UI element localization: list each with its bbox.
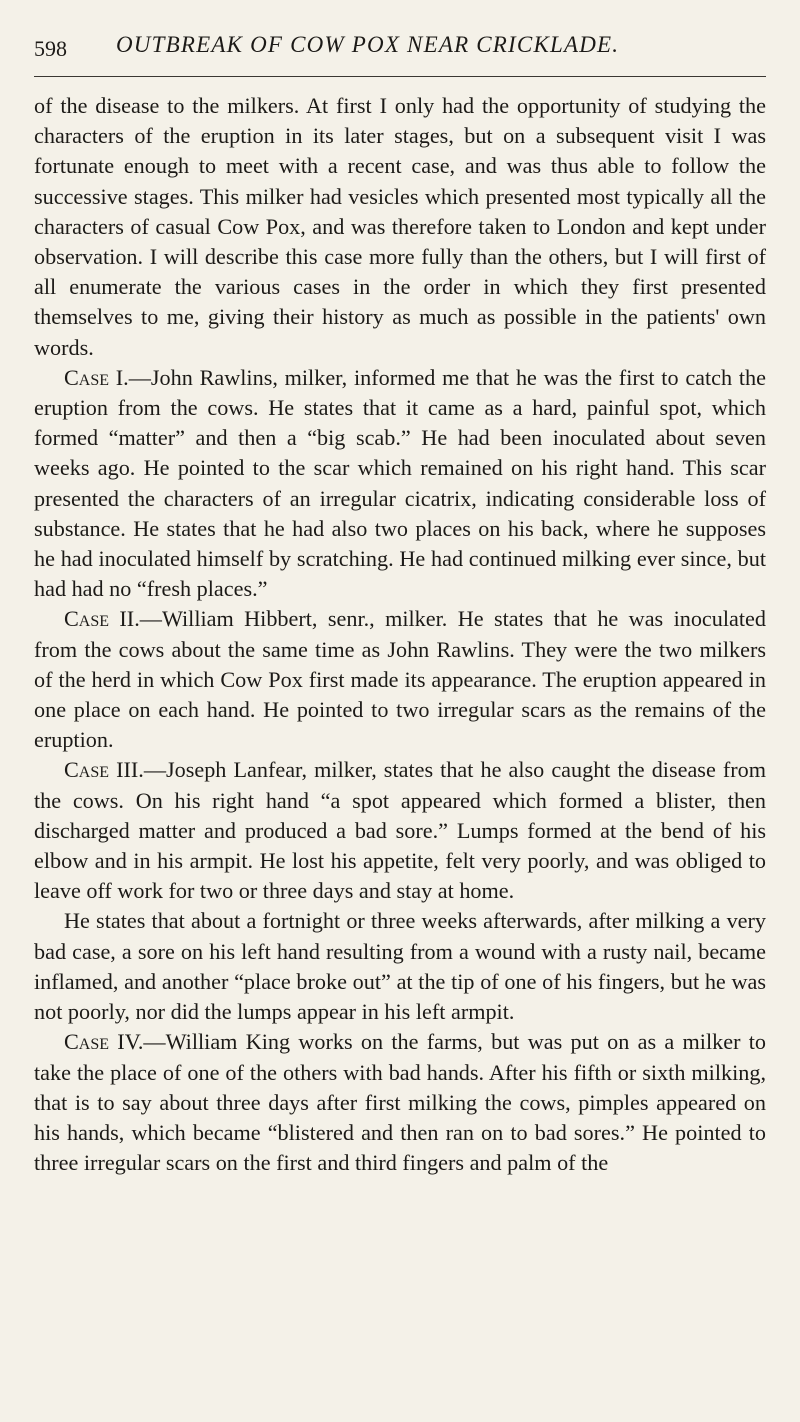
case-heading: Case III. xyxy=(64,757,144,783)
paragraph-case-2 xyxy=(34,604,766,755)
running-head xyxy=(34,28,766,68)
case-heading: Case IV. xyxy=(64,1029,144,1055)
case-heading: Case II. xyxy=(64,606,140,632)
paragraph-text: of the disease to the milkers. At first I only had the opportunity of studying the characters of the eruption in its later stages, but on a subsequent visit I was fortunate enough to meet with a recent case, and was thus able to follow the successive stages. This milker had vesicles which presented most typically all the characters of casual Cow Pox, and was therefore taken to London and kept under observation. I will describe this case more fully than the others, but I will first of all enumerate the various cases in the order in which they first presented themselves to me, giving their history as much as possible in the patients' own words. xyxy=(34,93,766,360)
paragraph-case-4 xyxy=(34,1027,766,1178)
paragraph-text: —William King works on the farms, but was put on as a milker to take the place of one of the others with bad hands. After his fifth or sixth milking, that is to say about three days after first milking the cows, pimples appeared on his hands, which became “blistered and then ran on to bad sores.” He pointed to three irregular scars on the first and third fingers and palm of the xyxy=(34,1029,767,1176)
header-rule xyxy=(34,76,766,77)
paragraph-text: —William Hibbert, senr., milker. He states that he was inoculated from the cows about the same time as John Rawlins. They were the two milkers of the herd in which Cow Pox first made its appearance. The eruption appeared in one place on each hand. He pointed to two irregular scars as the remains of the eruption. xyxy=(34,606,766,753)
case-heading: Case I. xyxy=(64,364,129,390)
paragraph-case-1 xyxy=(34,363,766,605)
paragraph-text: —John Rawlins, milker, informed me that he was the first to catch the eruption from the cows. He states that it came as a hard, painful spot, which formed “matter” and then a “big scab.” He had been inoculated about seven weeks ago. He pointed to the scar which remained on his right hand. This scar presented the characters of an irregular cicatrix, indicating considerable loss of substance. He states that he had also two places on his back, where he supposes he had inoculated himself by scratching. He had continued milking ever since, but had had no “fresh places.” xyxy=(34,364,766,602)
paragraph-text: He states that about a fortnight or three weeks afterwards, after milking a very bad case, a sore on his left hand resulting from a wound with a rusty nail, became inflamed, and another “place broke out” at the tip of one of his fingers, but he was not poorly, nor did the lumps appear in his left armpit. xyxy=(34,908,766,1025)
paragraph-continuation xyxy=(34,91,766,363)
paragraph-case-3-continued xyxy=(34,906,766,1027)
body-text xyxy=(34,91,766,1178)
running-title: OUTBREAK OF COW POX NEAR CRICKLADE. xyxy=(116,32,620,57)
page-number: 598 xyxy=(34,36,67,61)
paragraph-case-3 xyxy=(34,755,766,906)
paragraph-text: —Joseph Lanfear, milker, states that he also caught the disease from the cows. On his right hand “a spot appeared which formed a blister, then discharged matter and produced a bad sore.” Lumps formed at the bend of his elbow and in his armpit. He lost his appetite, felt very poorly, and was obliged to leave off work for two or three days and stay at home. xyxy=(34,757,766,904)
